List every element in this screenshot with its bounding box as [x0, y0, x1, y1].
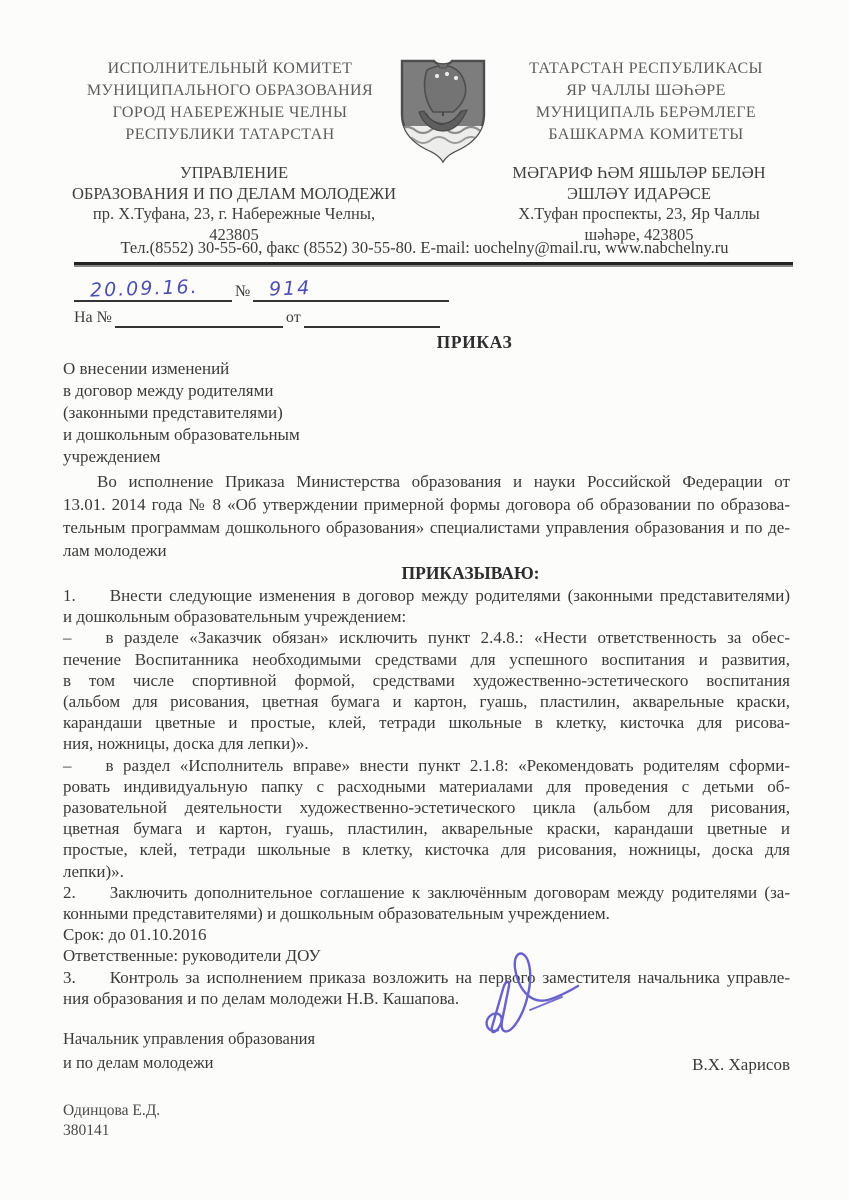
text-line: 3. Контроль за исполнением приказа возложить на первого заместителя начальника управле- — [63, 967, 790, 987]
handwritten-date: 20.09.16. — [89, 275, 200, 302]
text-line: тельным программам дошкольного образования» специалистами управления образования и по де- — [63, 518, 790, 537]
executor-name: Одинцова Е.Д. — [63, 1102, 161, 1120]
order-line: Срок: до 01.10.2016 — [63, 925, 207, 945]
order-subject — [63, 358, 790, 468]
reply-number-field — [115, 302, 283, 328]
text-line: карандаши цветные и простые, клей, тетради школьные в клетку, кисточка для рисова- — [63, 713, 790, 733]
signer-name: В.Х. Харисов — [692, 1055, 790, 1075]
text-line: БАШКАРМА КОМИТЕТЫ — [548, 126, 744, 143]
executor-block — [63, 1101, 790, 1141]
order-line: Ответственные: руководители ДОУ — [63, 946, 321, 966]
text-line: ТАТАРСТАН РЕСПУБЛИКАСЫ — [529, 60, 763, 77]
text-line: ИСПОЛНИТЕЛЬНЫЙ КОМИТЕТ — [107, 60, 353, 77]
issuer-name-tatar — [500, 58, 792, 146]
text-line: в том числе спортивной формой, средствами художественно-эстетического воспитания — [63, 670, 790, 690]
letterhead-divider — [74, 262, 793, 267]
text-line: разовательной деятельности художественно-эстетического цикла (альбом для рисования, — [63, 798, 790, 818]
handwritten-signature — [470, 944, 610, 1059]
department-name-russian — [58, 163, 410, 245]
text-line: пр. Х.Туфана, 23, г. Набережные Челны, — [92, 204, 376, 223]
order-items — [63, 585, 790, 1009]
text-line: (альбом для рисования, цветная бумага и картон, гуашь, пластилин, акварельные краски, — [63, 692, 790, 712]
reference-block — [74, 276, 474, 328]
order-body — [63, 332, 790, 1141]
date-field — [74, 276, 232, 302]
text-line: в договор между родителями — [63, 381, 274, 400]
text-line: лепки)». — [63, 861, 124, 881]
text-line: и дошкольным образовательным — [63, 425, 300, 444]
handwritten-number: 914 — [268, 276, 312, 301]
order-item — [63, 627, 790, 754]
text-line: МӘГАРИФ ҺӘМ ЯШЬЛӘР БЕЛӘН — [512, 163, 766, 182]
text-line: и по делам молодежи — [63, 1053, 214, 1073]
text-line: шәһәре, 423805 — [584, 224, 694, 244]
resolve-heading: ПРИКАЗЫВАЮ: — [401, 563, 540, 583]
reply-from-label: от — [285, 309, 301, 326]
text-line: ОБРАЗОВАНИЯ И ПО ДЕЛАМ МОЛОДЕЖИ — [71, 183, 397, 203]
reply-prefix-label: На № — [74, 309, 112, 326]
order-preamble — [63, 470, 790, 562]
city-coat-of-arms-icon — [397, 54, 489, 166]
department-name-tatar — [468, 163, 810, 245]
text-line: ния, ножницы, доска для лепки)». — [63, 734, 309, 754]
order-item — [63, 967, 790, 1009]
text-line: лам молодежи — [63, 541, 167, 560]
text-line: – в разделе «Заказчик обязан» исключить пункт 2.4.8.: «Нести ответственность за обес- — [63, 628, 790, 648]
order-item — [63, 585, 790, 627]
text-line: 2. Заключить дополнительное соглашение к заключённым договорам между родителями (за- — [63, 882, 790, 902]
text-line: ния образования и по делам молодежи Н.В. Кашапова. — [63, 988, 460, 1008]
order-item — [63, 882, 790, 924]
text-line: МУНИЦИПАЛЬ БЕРӘМЛЕГЕ — [535, 104, 757, 121]
text-line: О внесении изменений — [63, 359, 230, 378]
text-line: Начальник управления образования — [63, 1029, 316, 1049]
text-line: ЯР ЧАЛЛЫ ШӘҺӘРЕ — [566, 82, 726, 99]
text-line: учреждением — [63, 447, 161, 466]
text-line: РЕСПУБЛИКИ ТАТАРСТАН — [125, 126, 335, 143]
text-line: ГОРОД НАБЕРЕЖНЫЕ ЧЕЛНЫ — [112, 104, 348, 121]
reply-date-field — [304, 302, 440, 328]
text-line: 423805 — [209, 224, 259, 244]
text-line: ЭШЛӘҮ ИДАРӘСЕ — [567, 183, 711, 203]
contact-line: Тел.(8552) 30-55-60, факс (8552) 30-55-80. E-mail: uochelny@mail.ru, www.nabchelny.ru — [120, 238, 729, 257]
executor-phone: 380141 — [63, 1122, 110, 1140]
signer-position — [63, 1027, 315, 1075]
text-line: 13.01. 2014 года № 8 «Об утверждении примерной формы договора об образовании по образова- — [63, 495, 790, 514]
issuer-name-russian — [75, 58, 385, 146]
text-line: Х.Туфан проспекты, 23, Яр Чаллы — [518, 204, 760, 223]
text-line: конными представителями) и дошкольным образовательным учреждением. — [63, 904, 610, 924]
text-line: цветная бумага и картон, гуашь, пластилин, акварельные краски, карандаши цветные и — [63, 819, 790, 839]
text-line: 1. Внести следующие изменения в договор между родителями (законными представителями) — [63, 586, 790, 605]
text-line: МУНИЦИПАЛЬНОГО ОБРАЗОВАНИЯ — [86, 82, 374, 99]
number-field — [253, 276, 449, 302]
signature-row — [63, 1027, 790, 1075]
text-line: простые, клей, тетради школьные в клетку, кисточка для рисования, ножницы, доска для — [63, 840, 790, 860]
text-line: ровать индивидуальную папку с расходными материалами для проведения с детьми об- — [63, 776, 790, 796]
text-line: печение Воспитанника необходимыми средствами для успешного воспитания и развития, — [63, 649, 790, 669]
number-label: № — [235, 283, 251, 300]
order-item — [63, 755, 790, 882]
text-line: (законными представителями) — [63, 403, 283, 422]
text-line: Во исполнение Приказа Министерства образования и науки Российской Федерации от — [97, 472, 790, 491]
text-line: УПРАВЛЕНИЕ — [179, 163, 289, 182]
text-line: и дошкольным образовательным учреждением: — [63, 607, 407, 627]
text-line: – в раздел «Исполнитель вправе» внести пункт 2.1.8: «Рекомендовать родителям сформи- — [63, 755, 790, 775]
date-number-row — [74, 276, 474, 302]
reply-reference-row — [74, 302, 474, 328]
document-title: ПРИКАЗ — [436, 332, 513, 352]
